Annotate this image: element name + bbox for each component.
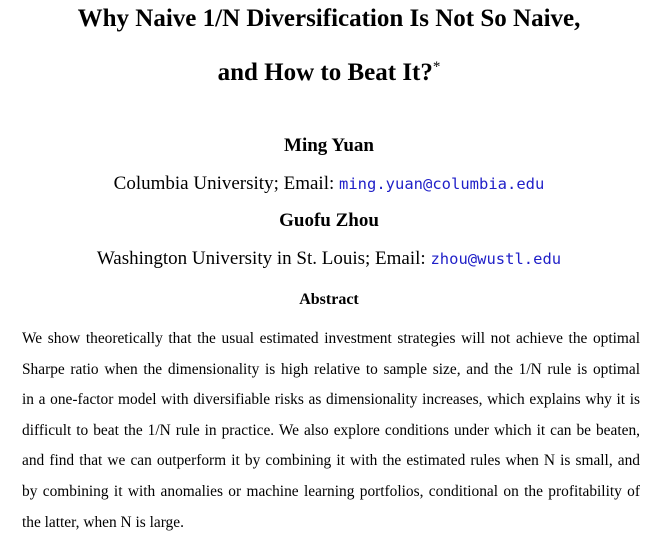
paper-title-line-2-text: and How to Beat It? <box>217 59 433 86</box>
affiliation-text-2: Washington University in St. Louis; Email: <box>96 248 431 269</box>
author-name-2: Guofu Zhou <box>279 210 379 231</box>
author-name-1: Ming Yuan <box>284 135 374 156</box>
abstract-line: Sharpe ratio when the dimensionality is high relative to sample size, and the 1/N rule is optimal <box>22 360 640 378</box>
abstract-line: and find that we can outperform it by combining it with the estimated rules when N is small, and <box>22 452 640 470</box>
paper-title-line-2 <box>0 58 658 88</box>
abstract-line: difficult to beat the 1/N rule in practice. We also explore conditions under which it can be beaten, <box>22 421 640 439</box>
author-email-link-2[interactable]: zhou@wustl.edu <box>430 250 562 268</box>
paper-title-line-1: Why Naive 1/N Diversification Is Not So Naive, <box>77 5 581 32</box>
abstract-line: in a one-factor model with diversifiable risks as dimensionality increases, which explains why it is <box>22 391 640 409</box>
abstract-line: We show theoretically that the usual estimated investment strategies will not achieve the optimal <box>22 330 640 347</box>
author-email-link-1[interactable]: ming.yuan@columbia.edu <box>339 175 545 193</box>
abstract-heading: Abstract <box>299 291 359 308</box>
abstract-line: by combining it with anomalies or machine learning portfolios, conditional on the profitability of <box>22 482 640 500</box>
abstract-body <box>22 324 640 538</box>
affiliation-text-1: Columbia University; Email: <box>113 173 340 194</box>
author-affiliation-2 <box>0 247 658 271</box>
abstract-line: the latter, when N is large. <box>22 513 184 531</box>
author-affiliation-1 <box>0 172 658 196</box>
title-footnote-mark[interactable]: * <box>432 59 441 75</box>
